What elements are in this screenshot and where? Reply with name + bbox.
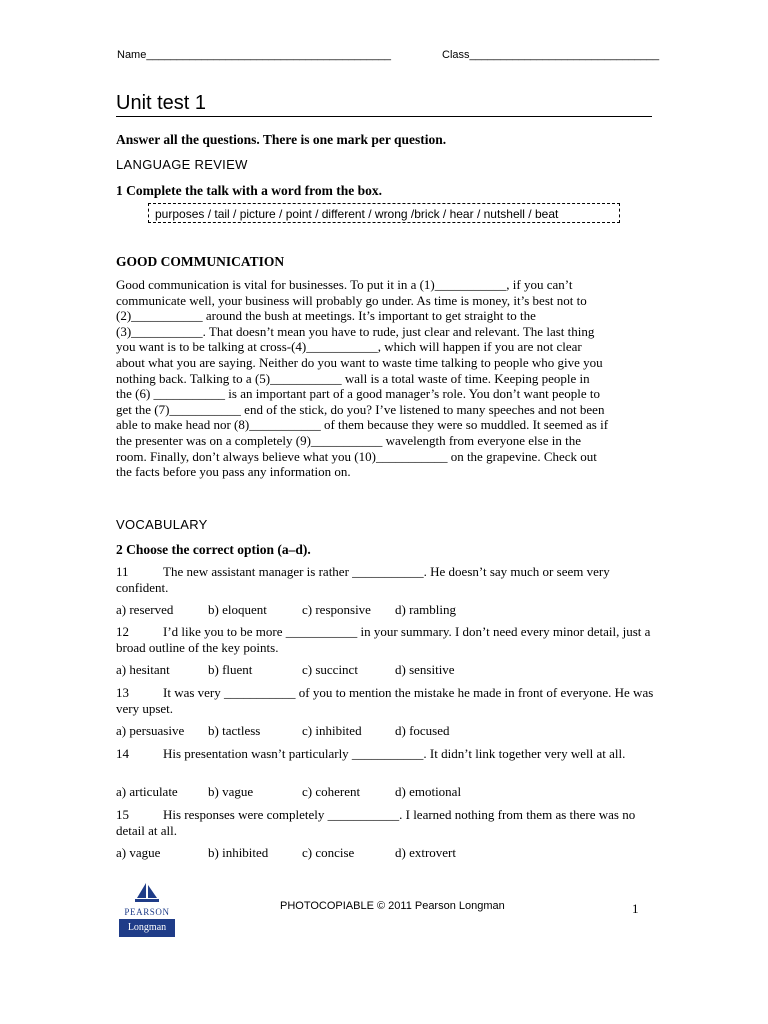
option-d[interactable]: d) extrovert [395,845,457,860]
option-c[interactable]: c) coherent [302,784,361,799]
name-field-label: Name________________________________________ [117,49,392,61]
option-c[interactable]: c) succinct [302,662,358,677]
question-number: 11 [116,564,129,579]
copyright-notice: PHOTOCOPIABLE © 2011 Pearson Longman [280,900,505,912]
title-divider [116,116,652,117]
option-d[interactable]: d) rambling [395,602,457,617]
option-c[interactable]: c) concise [302,845,355,860]
instructions: Answer all the questions. There is one mark per question. [116,132,447,147]
option-a[interactable]: a) persuasive [116,723,185,738]
logo-pearson-text: PEARSON [124,907,170,917]
word-box-text: purposes / tail / picture / point / different / wrong /brick / hear / nutshell / beat [155,207,559,221]
option-b[interactable]: b) vague [208,784,254,799]
option-b[interactable]: b) fluent [208,662,253,677]
option-a[interactable]: a) articulate [116,784,178,799]
pearson-longman-logo [119,882,175,942]
option-d[interactable]: d) focused [395,723,450,738]
question-text: I’d like you to be more ___________ in your summary. I don’t need every minor detail, just a broad outline of the key points. [116,624,651,655]
question-text: It was very ___________ of you to mention the mistake he made in front of everyone. He was very upset. [116,685,654,716]
option-d[interactable]: d) emotional [395,784,462,799]
question-item [116,624,656,655]
option-c[interactable]: c) responsive [302,602,371,617]
section-heading-language-review: LANGUAGE REVIEW [116,157,248,172]
question-item [116,685,656,716]
question-item [116,564,656,595]
question-item [116,807,656,838]
class-field-label: Class_______________________________ [442,49,660,61]
option-d[interactable]: d) sensitive [395,662,455,677]
ship-icon [133,882,161,904]
option-b[interactable]: b) eloquent [208,602,267,617]
logo-longman-text: Longman [119,919,175,937]
option-c[interactable]: c) inhibited [302,723,362,738]
option-b[interactable]: b) tactless [208,723,261,738]
word-box [148,203,620,223]
question-item [116,746,656,762]
section-heading-vocabulary: VOCABULARY [116,517,208,532]
question-text: His responses were completely ___________. I learned nothing from them as there was no detail at all. [116,807,636,838]
option-a[interactable]: a) vague [116,845,161,860]
passage-text: Good communication is vital for businesses. To put it in a (1)___________, if you can’t communicate well, your business will probably go under. As time is money, it’s best not to (2)___________ around the bush at meetings. It’s important to get straight to the (3)___________. That doesn’t mean you have to rude, just clear and relevant. The last thing you want is to be talking at cross-(4)___________, which will happen if you are not clear about what you are saying. Neither do you want to waste time talking to people who give you nothing back. Talking to a (5)___________ wall is a total waste of time. Keeping people in the (6) ___________ is an important part of a good manager’s role. You don’t want people to get the (7)___________ end of the stick, do you? I’ve listened to many speeches and not been able to make head nor (8)___________ of them because they were so muddled. It seemed as if the presenter was on a completely (9)___________ wavelength from everyone else in the room. Finally, don’t always believe what you (10)___________ on the grapevine. Check out the facts before you pass any information on. [116,277,609,480]
passage-heading: GOOD COMMUNICATION [116,254,285,269]
question-2-prompt: 2 Choose the correct option (a–d). [116,542,311,557]
question-number: 12 [116,624,129,639]
question-text: The new assistant manager is rather ___________. He doesn’t say much or seem very confident. [116,564,610,595]
option-b[interactable]: b) inhibited [208,845,269,860]
option-a[interactable]: a) reserved [116,602,174,617]
page-title: Unit test 1 [116,92,207,114]
option-a[interactable]: a) hesitant [116,662,170,677]
question-1-prompt: 1 Complete the talk with a word from the box. [116,183,382,198]
question-text: His presentation wasn’t particularly ___________. It didn’t link together very well at all. [163,746,626,761]
question-number: 14 [116,746,129,761]
question-number: 15 [116,807,129,822]
page-number: 1 [632,901,639,916]
question-number: 13 [116,685,129,700]
